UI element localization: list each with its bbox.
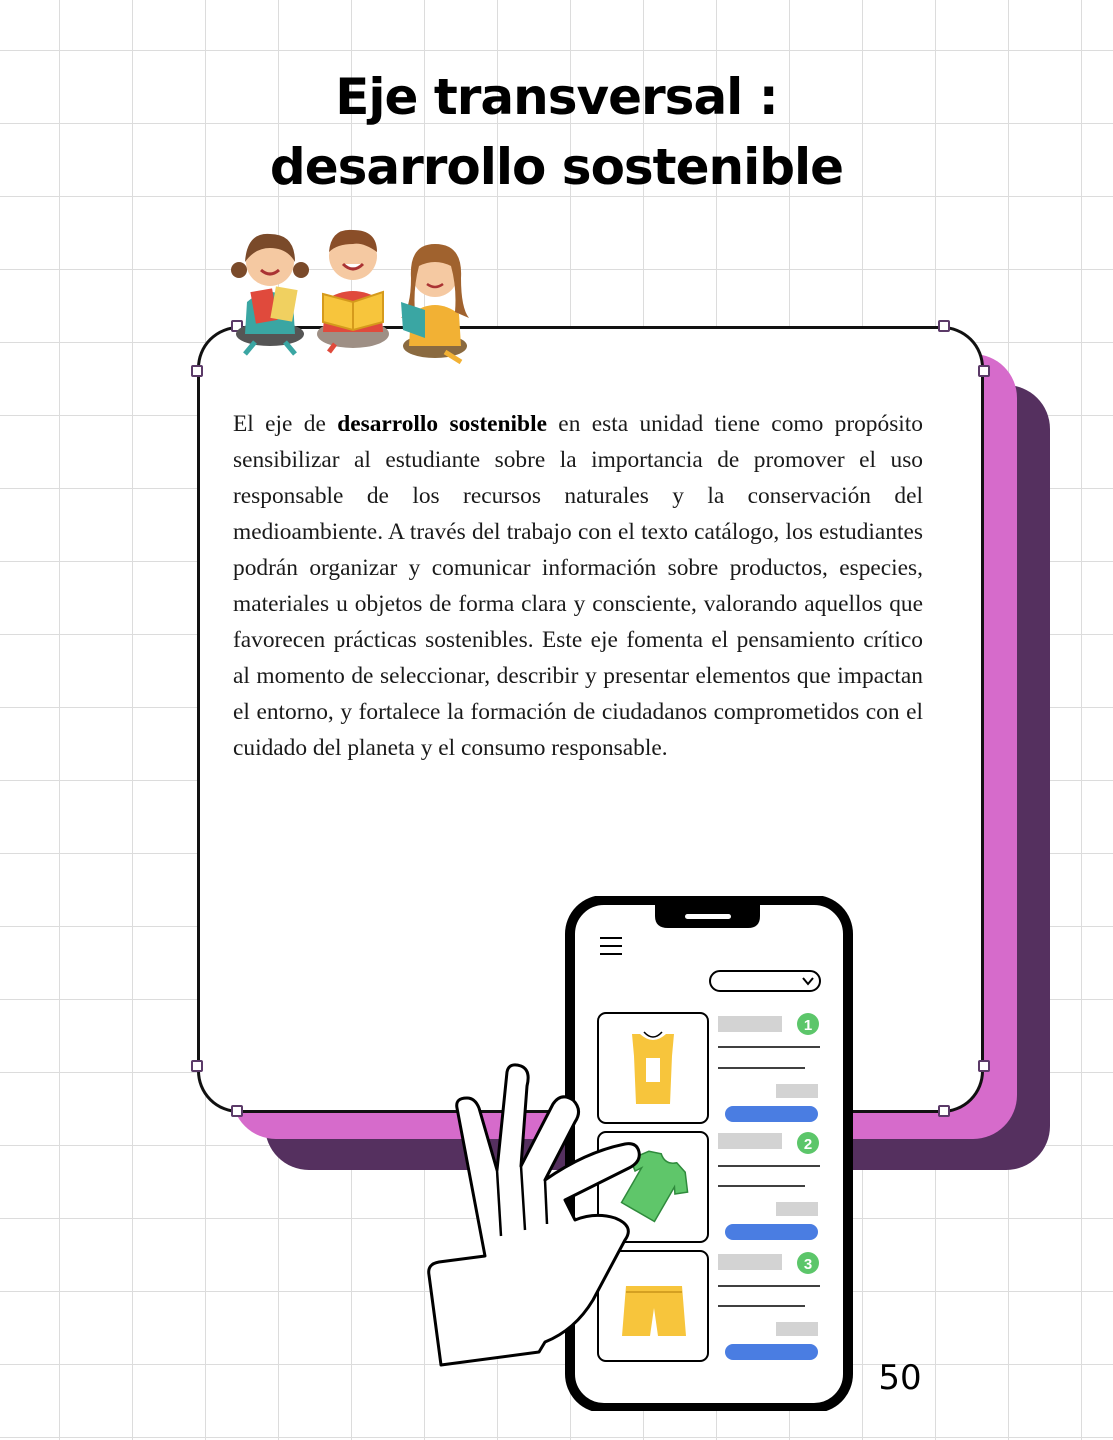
item-number-badge-1: 1 [803, 1017, 813, 1034]
selection-handle [938, 1105, 950, 1117]
selection-handle [938, 320, 950, 332]
body-bold-term: desarrollo sostenible [337, 411, 547, 437]
item-number-badge-3: 3 [803, 1256, 813, 1273]
page-title [0, 62, 1113, 202]
body-intro: El eje de [233, 411, 338, 437]
selection-handle [231, 1105, 243, 1117]
page-number: 50 [878, 1358, 922, 1398]
kid-reading-3 [401, 244, 469, 362]
body-paragraph [233, 406, 923, 766]
kid-reading-2 [317, 230, 389, 352]
selection-handle [978, 1060, 990, 1072]
title-line-2: desarrollo sostenible [269, 138, 844, 196]
item-number-badge-2: 2 [803, 1136, 813, 1153]
dropdown-select [710, 971, 820, 991]
hand-touching-phone-illustration [425, 1060, 685, 1375]
children-reading-illustration [225, 222, 485, 372]
selection-handle [191, 1060, 203, 1072]
body-text: en esta unidad tiene como propósito sensibilizar al estudiante sobre la importancia de promover el uso responsable de los recursos naturales y la conservación del medioambiente. A través del trabajo con el texto catálogo, los estudiantes podrán organizar y comunicar información sobre productos, especies, materiales u objetos de forma clara y consciente, valorando aquellos que favorecen prácticas sostenibles. Este eje fomenta el pensamiento crítico al momento de seleccionar, describir y presentar elementos que impactan el entorno, y fortalece la formación de ciudadanos comprometidos con el cuidado del planeta y el consumo responsable. [233, 411, 923, 761]
title-line-1: Eje transversal : [335, 68, 778, 126]
selection-handle [191, 365, 203, 377]
selection-handle [978, 365, 990, 377]
kid-reading-1 [231, 234, 309, 354]
